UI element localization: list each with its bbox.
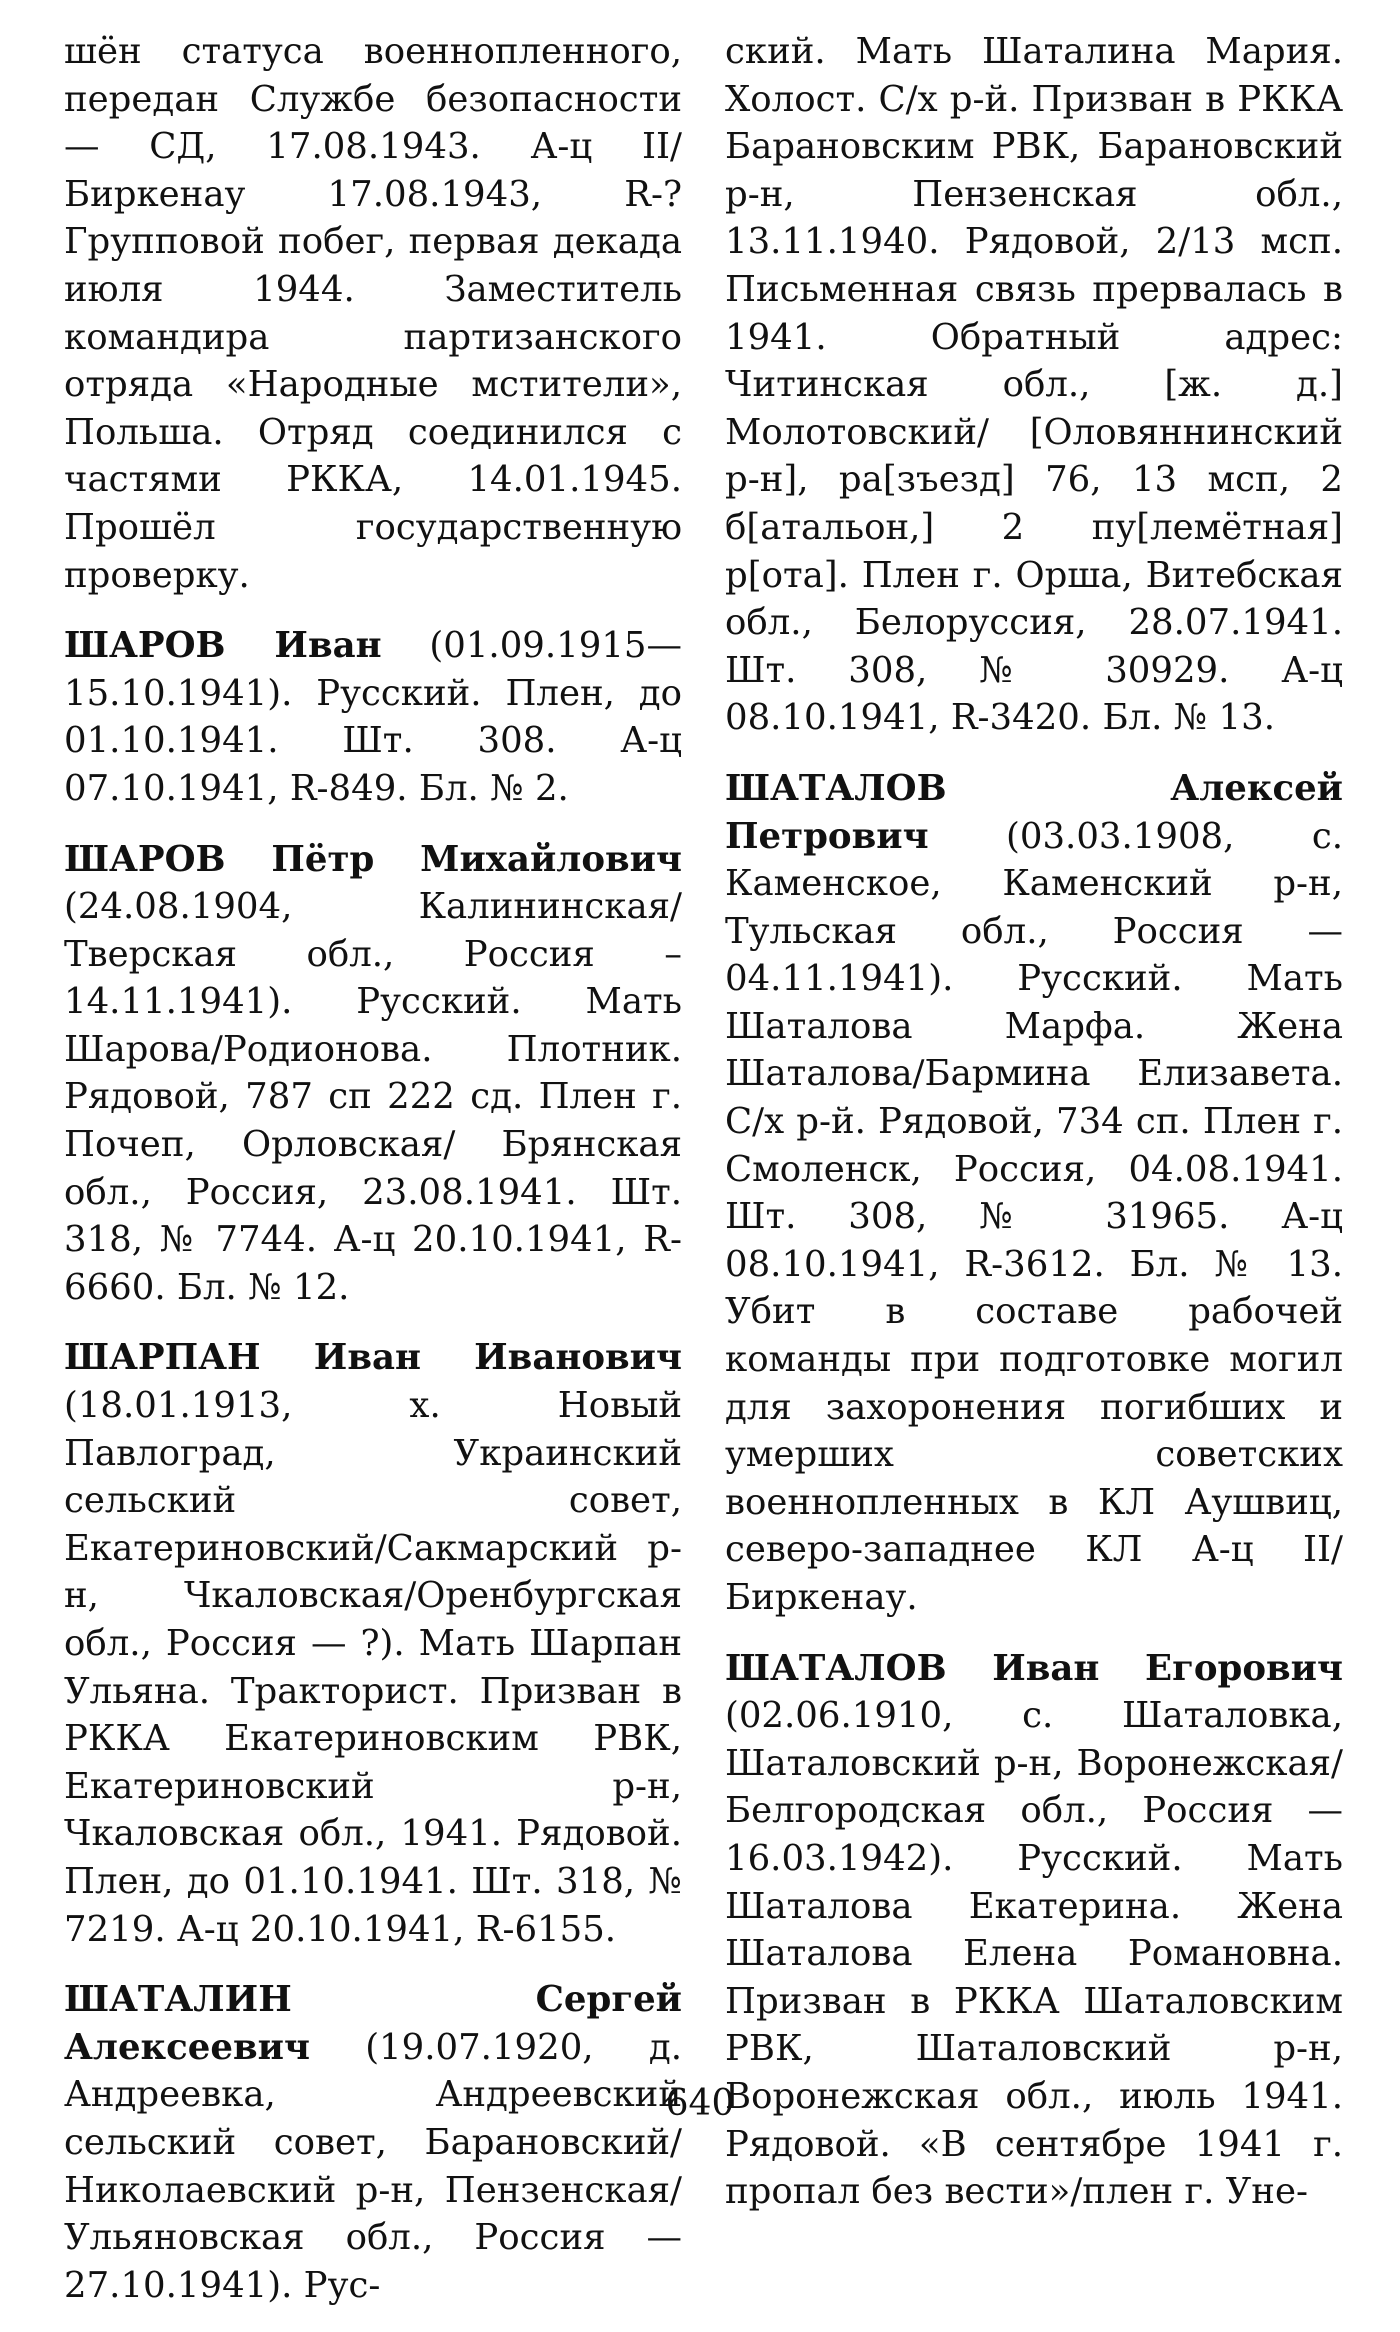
entry-text: (01.09.1915—15.10.1941). Русский. Плен, до 01.10.1941. Шт. 308. А-ц 07.10.1941, R-849. Бл. № 2. bbox=[64, 625, 682, 809]
entry-name: ШАТАЛОВ Алексей Петрович bbox=[725, 767, 1343, 857]
entry-text: ский. Мать Шаталина Мария. Холост. С/х р-й. Призван в РККА Барановским РВК, Барановский р-н, Пензенская обл., 13.11.1940. Рядовой, 2/13 мсп. Письменная связь прервалась в 1941. Обратный адрес: Читинская обл., [ж. д.] Молотовский/ [Оловяннинский р-н], ра[зъезд] 76, 13 мсп, 2 б[атальон,] 2 пу[лемётная] р[ота]. Плен г. Орша, Витебская обл., Белоруссия, 28.07.1941. Шт. 308, № 30929. А-ц 08.10.1941, R-3420. Бл. № 13. bbox=[725, 31, 1343, 739]
entry-continuation bbox=[725, 28, 1343, 742]
entry-shatalov-ivan bbox=[725, 1645, 1343, 2216]
entry-shatalin-sergei bbox=[64, 1976, 682, 2309]
entry-text: (02.06.1910, с. Шаталовка, Шаталовский р-н, Воронежская/ Белгородская обл., Россия — 16.03.1942). Русский. Мать Шаталова Екатерина. Жена Шаталова Елена Романовна. Призван в РККА Шаталовским РВК, Шаталовский р-н, Воронежская обл., июль 1941. Рядовой. «В сентябре 1941 г. пропал без вести»/плен г. Уне- bbox=[725, 1695, 1343, 2213]
entry-name: ШАТАЛИН Сергей Алексеевич bbox=[64, 1979, 682, 2068]
entry-name: ШАРПАН Иван Иванович bbox=[64, 1337, 682, 1379]
entry-text: шён статуса военнопленного, передан Службе безопасности — СД, 17.08.1943. А-ц II/Биркенау 17.08.1943, R-? Групповой побег, первая декада июля 1944. Заместитель командира партизанского отряда «Народные мстители», Польша. Отряд соединился с частями РККА, 14.01.1945. Прошёл государственную проверку. bbox=[64, 31, 682, 596]
left-column bbox=[64, 28, 682, 2332]
page-number: 640 bbox=[665, 2083, 735, 2124]
entry-sharpan-ivan bbox=[64, 1334, 682, 1953]
entry-text: (19.07.1920, д. Андреевка, Андреевский сельский совет, Барановский/Николаевский р-н, Пензенская/Ульяновская обл., Россия — 27.10.1941). Рус- bbox=[64, 2026, 682, 2306]
entry-name: ШАРОВ Пётр Михайлович bbox=[64, 838, 682, 880]
entry-name: ШАРОВ Иван bbox=[64, 625, 382, 667]
entry-sharov-petr bbox=[64, 836, 682, 1312]
entry-shatalov-aleksei bbox=[725, 765, 1343, 1622]
entry-name: ШАТАЛОВ Иван Егорович bbox=[725, 1647, 1343, 1689]
entry-text: (18.01.1913, х. Новый Павлоград, Украинский сельский совет, Екатериновский/Сакмарский р-н, Чкаловская/Оренбургская обл., Россия — ?). Мать Шарпан Ульяна. Тракторист. Призван в РККА Екатериновским РВК, Екатериновский р-н, Чкаловская обл., 1941. Рядовой. Плен, до 01.10.1941. Шт. 318, № 7219. А-ц 20.10.1941, R-6155. bbox=[64, 1385, 682, 1950]
right-column bbox=[725, 28, 1343, 2239]
entry-text: (24.08.1904, Калининская/Тверская обл., Россия – 14.11.1941). Русский. Мать Шарова/Родионова. Плотник. Рядовой, 787 сп 222 сд. Плен г. Почеп, Орловская/ Брянская обл., Россия, 23.08.1941. Шт. 318, № 7744. А-ц 20.10.1941, R-6660. Бл. № 12. bbox=[64, 886, 682, 1308]
entry-text: (03.03.1908, с. Каменское, Каменский р-н, Тульская обл., Россия — 04.11.1941). Русский. Мать Шаталова Марфа. Жена Шаталова/Бармина Елизавета. С/х р-й. Рядовой, 734 сп. Плен г. Смоленск, Россия, 04.08.1941. Шт. 308, № 31965. А-ц 08.10.1941, R-3612. Бл. № 13. Убит в составе рабочей команды при подготовке могил для захоронения погибших и умерших советских военнопленных в КЛ Аушвиц, северо-западнее КЛ А-ц II/Биркенау. bbox=[725, 815, 1343, 1618]
entry-continuation bbox=[64, 28, 682, 599]
entry-sharov-ivan bbox=[64, 622, 682, 812]
